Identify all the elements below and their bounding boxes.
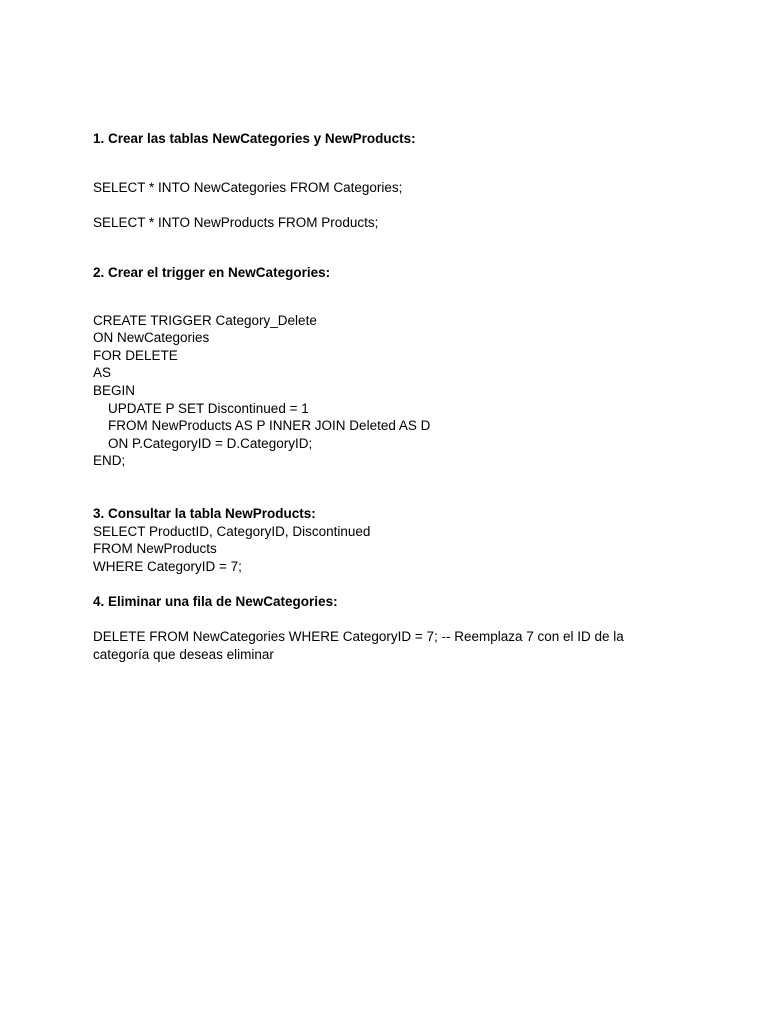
code-line: END; [93,453,126,468]
code-line: ON P.CategoryID = D.CategoryID; [108,436,313,451]
code-line: SELECT ProductID, CategoryID, Discontinued [93,524,371,539]
code-line: CREATE TRIGGER Category_Delete [93,313,317,328]
code-line: FOR DELETE [93,348,178,363]
section-2-heading: 2. Crear el trigger en NewCategories: [93,265,331,280]
code-line: BEGIN [93,383,136,398]
section-4-heading: 4. Eliminar una fila de NewCategories: [93,594,338,609]
section-1-heading: 1. Crear las tablas NewCategories y NewProducts: [93,131,416,146]
code-line: SELECT * INTO NewCategories FROM Categories; [93,180,403,195]
code-line: FROM NewProducts [93,541,217,556]
code-line: DELETE FROM NewCategories WHERE CategoryID = 7; -- Reemplaza 7 con el ID de la categoría que deseas eliminar [93,629,624,662]
code-line: FROM NewProducts AS P INNER JOIN Deleted AS D [108,418,431,433]
code-line: SELECT * INTO NewProducts FROM Products; [93,215,379,230]
code-line: AS [93,365,112,380]
code-line: UPDATE P SET Discontinued = 1 [108,401,309,416]
code-line: ON NewCategories [93,330,210,345]
code-line: WHERE CategoryID = 7; [93,559,242,574]
section-3-heading: 3. Consultar la tabla NewProducts: [93,506,316,521]
